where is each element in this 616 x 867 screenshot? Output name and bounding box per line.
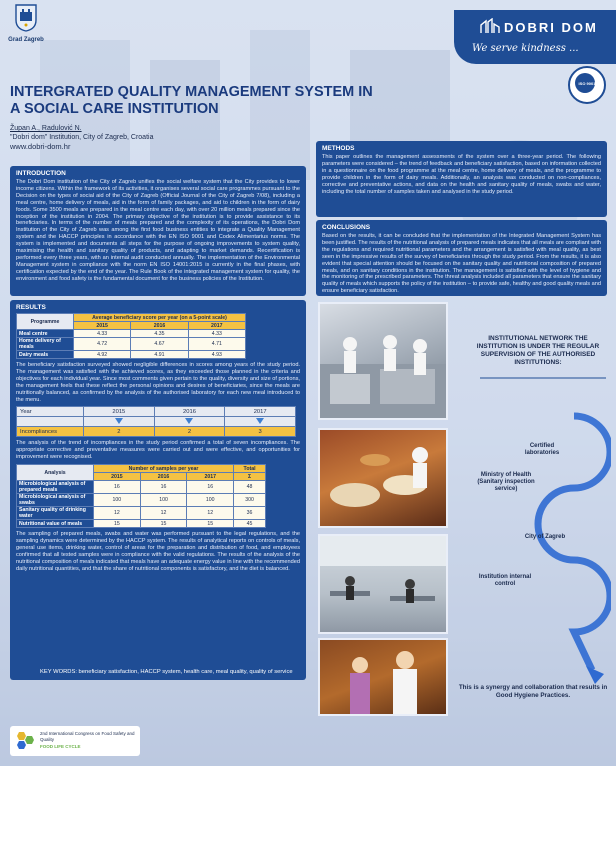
- cell: 4.33: [74, 330, 131, 338]
- year-header: 2016: [154, 407, 225, 417]
- introduction-heading: INTRODUCTION: [16, 170, 66, 177]
- down-arrow-icon: [115, 418, 123, 424]
- year-header: 2017: [187, 473, 234, 481]
- table-row: [17, 481, 266, 494]
- row-label: Meal centre: [17, 330, 74, 338]
- results-paragraph-3: The sampling of prepared meals, swabs and water was performed pursuant to the legal regulations, and the sampling dynamics were determined by the HACCP system. The results of analytical reports on controls of meals, general use items, drinking water, control of areas for the preparation and distribution of food, and employees confirmed that all tested samples were in compliance with the valid regulations. The results of the analysis of the nutritional composition of meals indicated that meals have an adequate energy value in line with the recommended daily nutritional quantities, and that the share of nutritional components is satisfactory, and the diet is balanced.: [16, 531, 300, 572]
- cell: 3: [225, 427, 296, 437]
- cell: 12: [140, 507, 187, 520]
- introduction-panel: [10, 166, 306, 296]
- year-label: Year: [17, 407, 84, 417]
- satisfaction-caption: Average beneficiary score per year (on a 5-point scale): [74, 314, 246, 322]
- year-header: 2015: [94, 473, 141, 481]
- row-label: Microbiological analysis of swabs: [17, 494, 94, 507]
- city-logo: [6, 4, 46, 43]
- certification-seal: [568, 66, 606, 104]
- cell: 4.91: [131, 351, 188, 359]
- cell: 36: [234, 507, 266, 520]
- congress-title: 2nd International Congress on Food Safety and Quality: [40, 731, 135, 742]
- row-label: Sanitary quality of drinking water: [17, 507, 94, 520]
- methods-text: This paper outlines the management assessments of the system over a three-year period. The following parameters were considered – the trend of feedback and beneficiary satisfaction, based on information collected in a questionnaire on the food programme at the meal centre, home delivery of meals, and the programme to provide children in the form of dairy meals. Additionally, an analysis was conducted on non-compliances, corrective and preventative actions, and data on the health and sanitary quality of meals, swabs and water, including the total number of samples taken and analysed in the study period.: [322, 154, 601, 195]
- cell: 16: [94, 481, 141, 494]
- keywords: KEY WORDS: beneficiary satisfaction, HACCP system, health care, meal quality, quality of service: [40, 669, 293, 675]
- cell: 15: [94, 520, 141, 528]
- introduction-text: The Dobri Dom institution of the City of Zagreb unifies the social welfare system that the City provides to lower income citizens. Within the framework of its activities, it organises several social care programmes pursuant to the Decision on the types of social aid of the City of Zagreb (Official Journal of the City of Zagreb 7/08), including a meal centre, home delivery of meals, aid in the form of family packages, and aid to children in the form of dairy foods. Some 3500 meals are prepared in the meal centre each day, with over 20 million meals prepared since the inception of the institution in 2004. The primary objective of the institution is to provide assistance to its beneficiaries. In terms of the number of meals prepared and the complexity of its operations, the Dobri Dom Institution of the City of Zagreb was among the first food business entities to integrate a Quality Management system and the HACCP principles in accordance with the EN ISO 9001 and Codex Alimentarius norms. The system is implemented and documents all steps for the purpose of ongoing improvements to system quality, maximising the health and sanitary quality of products, and adapting to market demands. Recertification is performed every three years, with an internal audit conducted annually. The implementation of the Environmental Management system in compliance with the norm EN ISO 14001:2015 is currently in the final phases, with certification expected by the end of the year. The Rule Book of the integrated management system for quality, the environment and food safety is the fundamental document for the business policies of the Institution.: [16, 179, 300, 282]
- cell: 48: [234, 481, 266, 494]
- seal-text: ISO 9001: [578, 81, 596, 86]
- year-header: 2015: [84, 407, 155, 417]
- table-row: [17, 351, 246, 359]
- sigma-header: Σ: [234, 473, 266, 481]
- brand-banner: [454, 10, 616, 64]
- author-affiliation: "Dobri dom" Institution, City of Zagreb, Croatia: [10, 134, 154, 141]
- table-row: [17, 520, 266, 528]
- year-header: 2015: [74, 322, 131, 330]
- congress-subtitle: FOOD LIFE CYCLE: [40, 744, 81, 749]
- conclusions-heading: CONCLUSIONS: [322, 224, 371, 231]
- cell: 4.35: [131, 330, 188, 338]
- city-label: Grad Zagreb: [8, 37, 44, 43]
- cell: 15: [140, 520, 187, 528]
- table-row: [17, 330, 246, 338]
- staff-photo: [318, 638, 448, 716]
- table-row: [17, 494, 266, 507]
- author-names: Župan A., Radulović N.: [10, 125, 82, 132]
- programme-header: Programme: [17, 314, 74, 330]
- network-node-laboratories: Certified laboratories: [524, 443, 560, 456]
- table-row: [17, 507, 266, 520]
- cell: 300: [234, 494, 266, 507]
- cell: 4.93: [188, 351, 245, 359]
- network-node-internal-control: Institution internal control: [478, 574, 532, 587]
- title-line-1: INTERGRATED QUALITY MANAGEMENT SYSTEM IN: [10, 84, 373, 100]
- results-panel: [10, 300, 306, 680]
- hexagon-cluster-icon: [14, 731, 36, 751]
- website-link[interactable]: www.dobri-dom.hr: [10, 142, 71, 151]
- row-label: Microbiological analysis of prepared meals: [17, 481, 94, 494]
- title-line-2: A SOCIAL CARE INSTITUTION: [10, 101, 219, 117]
- row-label: Home delivery of meals: [17, 338, 74, 351]
- cell: 4.72: [74, 338, 131, 351]
- cell: 12: [187, 507, 234, 520]
- food-photo: [318, 428, 448, 528]
- cell: 45: [234, 520, 266, 528]
- year-header: 2017: [188, 322, 245, 330]
- cell: 15: [187, 520, 234, 528]
- incompliance-table: [16, 406, 296, 437]
- samples-table: [16, 464, 266, 528]
- down-arrow-icon: [256, 418, 264, 424]
- samples-caption: Number of samples per year: [94, 465, 234, 473]
- conclusions-panel: [316, 220, 607, 296]
- cell: 12: [94, 507, 141, 520]
- cell: 16: [187, 481, 234, 494]
- year-header: 2016: [131, 322, 188, 330]
- cell: 100: [140, 494, 187, 507]
- incompliances-label: Incompliances: [17, 427, 84, 437]
- cell: 4.92: [74, 351, 131, 359]
- results-paragraph-1: The beneficiary satisfaction surveyed showed negligible differences in scores among years of the study period. The management was satisfied with the achieved scores, as they exceeded those planned in the criteria and objectives for each individual year. Since most comments given pertain to the quality, diversity and size of portions, the management feels that these reflect the personal opinions and desires of beneficiaries, since the meals are nutritionally balanced, as confirmed by the analysis of the authorised laboratory for each new meal introduced to the menu.: [16, 362, 300, 403]
- year-header: 2016: [140, 473, 187, 481]
- network-footer: This is a synergy and collaboration that results in Good Hygiene Practices.: [458, 684, 608, 699]
- cell: 2: [84, 427, 155, 437]
- cell: 100: [94, 494, 141, 507]
- cell: 2: [154, 427, 225, 437]
- brand-tagline: We serve kindness ...: [472, 43, 579, 54]
- conclusions-text: Based on the results, it can be concluded that the implementation of the Integrated Management System has been justified. The results of the nutritional analysis of prepared meals indicates that all meals are compliant with the regulations and required nutritional parameters and the arrangement is satisfied with meal quality, as best seen in the impressive results of the survey of beneficiaries through the study period. From the results, it is also evident that special attention should be focused on the sanitary quality and nutritional composition of prepared meals, and on sanitary conditions in the institution. The management is satisfied with the level of hygiene and the monitoring of the prescribed parameters. The threat analysis included all parameters that ensure the sanitary quality of meals which supports the policy of the institution – to provide safe, healthy and good quality meals and ensure beneficiary satisfaction.: [322, 233, 601, 295]
- cell: 16: [140, 481, 187, 494]
- table-row: [17, 338, 246, 351]
- kitchen-photo: [318, 302, 448, 420]
- cell: 100: [187, 494, 234, 507]
- cell: 4.71: [188, 338, 245, 351]
- satisfaction-table: [16, 313, 246, 359]
- house-logo-icon: [480, 18, 500, 34]
- cell: 4.33: [188, 330, 245, 338]
- analysis-header: Analysis: [17, 465, 94, 481]
- brand-name: DOBRI DOM: [504, 20, 598, 35]
- zagreb-coat-of-arms-icon: [15, 4, 37, 32]
- total-header: Total: [234, 465, 266, 473]
- cell: 4.67: [131, 338, 188, 351]
- poster-title: [10, 84, 410, 118]
- year-header: 2017: [225, 407, 296, 417]
- network-title: INSTITUTIONAL NETWORK THE INSTITUTION IS UNDER THE REGULAR SUPERVISION OF THE AUTHORISED INSTITUTIONS:: [476, 335, 600, 366]
- row-label: Nutritional value of meals: [17, 520, 94, 528]
- congress-logo: [10, 726, 140, 756]
- methods-heading: METHODS: [322, 145, 355, 152]
- network-node-city: City of Zagreb: [524, 534, 566, 540]
- dining-hall-photo: [318, 534, 448, 634]
- results-heading: RESULTS: [16, 304, 46, 311]
- network-node-ministry: Ministry of Health (Sanitary inspection service): [477, 472, 535, 492]
- methods-panel: [316, 141, 607, 217]
- down-arrow-icon: [185, 418, 193, 424]
- row-label: Dairy meals: [17, 351, 74, 359]
- authors-block: [10, 124, 153, 151]
- results-paragraph-2: The analysis of the trend of incompliances in the study period confirmed a total of seven incompliances. The appropriate corrective and preventative measures were carried out and were effective, and opportunities for improvement were recognised.: [16, 440, 300, 461]
